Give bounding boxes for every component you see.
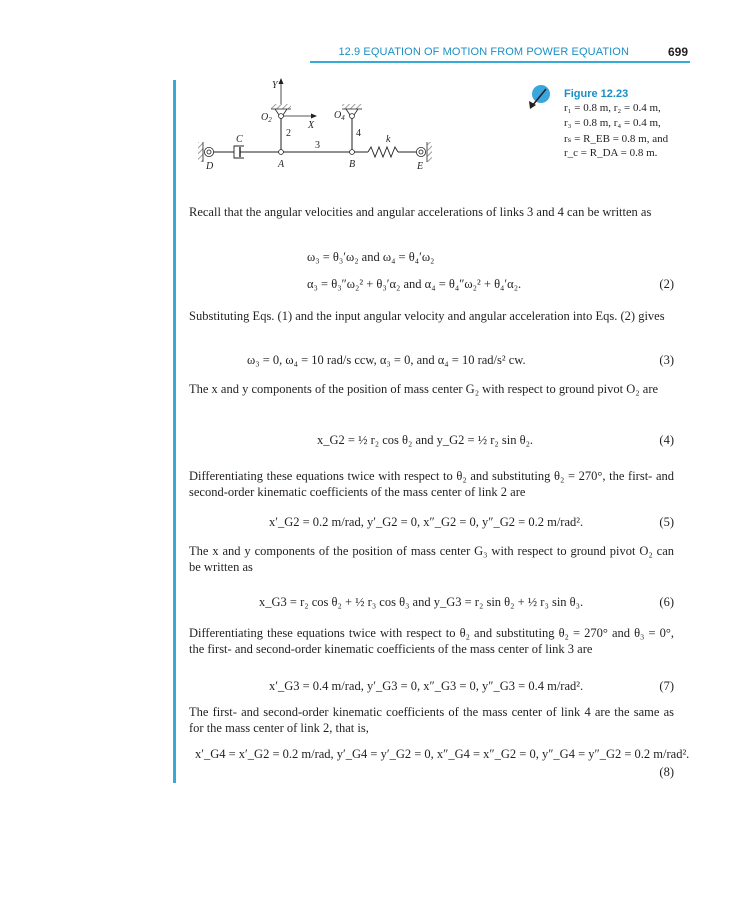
section-title: 12.9 EQUATION OF MOTION FROM POWER EQUATION	[338, 46, 629, 58]
equation-4	[189, 432, 674, 448]
ground-o2	[271, 104, 291, 109]
header-rule	[310, 61, 690, 63]
label-link-3: 3	[315, 140, 320, 151]
spring-k	[368, 147, 398, 157]
mechanism-diagram	[196, 76, 444, 178]
mechanism-figure	[196, 76, 444, 178]
label-a: A	[278, 159, 285, 170]
equation-6	[189, 594, 674, 610]
equation-2a	[189, 249, 674, 265]
equation-3-expr: ω₃ = 0, ω₄ = 10 rad/s ccw, α₃ = 0, and α₄ = 10 rad/s² cw.	[247, 353, 526, 367]
page-number: 699	[667, 45, 688, 59]
ground-o4	[342, 104, 362, 109]
equation-4-expr: x_G2 = ½ r₂ cos θ₂ and y_G2 = ½ r₂ sin θ₂.	[317, 433, 534, 447]
joint-a	[279, 150, 284, 155]
label-c: C	[236, 134, 243, 145]
paragraph-7: The first- and second-order kinematic coefficients of the mass center of link 4 are the same as for the mass center of link 2, that is,	[189, 705, 674, 735]
equation-3-number: (3)	[659, 353, 674, 367]
margin-bar	[173, 80, 176, 783]
label-link-4: 4	[356, 128, 361, 139]
pivot-e	[419, 150, 423, 154]
label-o2: $O_2$	[261, 112, 272, 124]
equation-3	[189, 352, 674, 368]
joint-b	[350, 150, 355, 155]
label-link-2: 2	[286, 128, 291, 139]
equation-8-expr: x′_G4 = x′_G2 = 0.2 m/rad, y′_G4 = y′_G2 = 0, x″_G4 = x″_G2 = 0, y″_G4 = y″_G2 = 0.2 m/rad².	[195, 747, 690, 761]
running-header	[0, 44, 737, 64]
equation-6-expr: x_G3 = r₂ cos θ₂ + ½ r₃ cos θ₃ and y_G3 = r₂ sin θ₂ + ½ r₃ sin θ₃.	[259, 595, 584, 609]
paragraph-4: Differentiating these equations twice with respect to θ₂ and substituting θ₂ = 270°, the first- and second-order kinematic coefficients of the mass center of link 2 are	[189, 469, 674, 499]
pivot-o4	[350, 114, 355, 119]
paragraph-3: The x and y components of the position of mass center G₂ with respect to ground pivot O₂ are	[189, 382, 659, 396]
equation-2-number: (2)	[659, 277, 674, 291]
equation-4-number: (4)	[659, 433, 674, 447]
equation-5-number: (5)	[659, 515, 674, 529]
label-b: B	[349, 159, 356, 170]
equation-8	[189, 746, 690, 762]
paragraph-5: The x and y components of the position of mass center G₃ with respect to ground pivot O₂ can be written as	[189, 544, 674, 574]
caption-line-3: rₛ = R_EB = 0.8 m, and	[564, 133, 669, 145]
equation-7-expr: x′_G3 = 0.4 m/rad, y′_G3 = 0, x″_G3 = 0, y″_G3 = 0.4 m/rad².	[269, 679, 584, 693]
caption-line-1: r₁ = 0.8 m, r₂ = 0.4 m,	[564, 102, 661, 114]
label-o4: $O_4$	[334, 110, 345, 122]
equation-2a-expr: ω₃ = θ₃′ω₂ and ω₄ = θ₄′ω₂	[307, 250, 435, 264]
equation-2b-expr: α₃ = θ₃″ω₂² + θ₃′α₂ and α₄ = θ₄″ω₂² + θ₄′α₂.	[307, 277, 522, 291]
equation-2b	[189, 276, 674, 292]
ground-e	[427, 142, 432, 162]
paragraph-6: Differentiating these equations twice with respect to θ₂ and substituting θ₂ = 270° and θ₃ = 0°, the first- and second-order kinematic coefficients of the mass center of link 3 are	[189, 626, 674, 656]
animation-arrow-icon	[526, 84, 554, 110]
paragraph-2: Substituting Eqs. (1) and the input angular velocity and angular acceleration into Eqs. (2) gives	[189, 309, 665, 323]
y-axis-label: Y	[272, 80, 278, 91]
equation-6-number: (6)	[659, 595, 674, 609]
equation-7	[189, 678, 674, 694]
ground-d	[198, 142, 203, 162]
equation-8-number: (8)	[659, 765, 674, 779]
label-e: E	[417, 161, 424, 172]
caption-line-2: r₃ = 0.8 m, r₄ = 0.4 m,	[564, 117, 661, 129]
label-k: k	[386, 134, 391, 145]
equation-5-expr: x′_G2 = 0.2 m/rad, y′_G2 = 0, x″_G2 = 0, y″_G2 = 0.2 m/rad².	[269, 515, 584, 529]
pivot-o2	[279, 114, 284, 119]
figure-caption-title: Figure 12.23	[564, 88, 629, 100]
paragraph-1: Recall that the angular velocities and angular accelerations of links 3 and 4 can be written as	[189, 205, 652, 219]
equation-7-number: (7)	[659, 679, 674, 693]
pivot-d	[207, 150, 211, 154]
caption-line-4: r_c = R_DA = 0.8 m.	[564, 147, 658, 159]
label-d: D	[206, 161, 214, 172]
x-axis-label: X	[308, 120, 315, 131]
equation-8-number-row	[189, 764, 674, 780]
equation-5	[189, 514, 674, 530]
